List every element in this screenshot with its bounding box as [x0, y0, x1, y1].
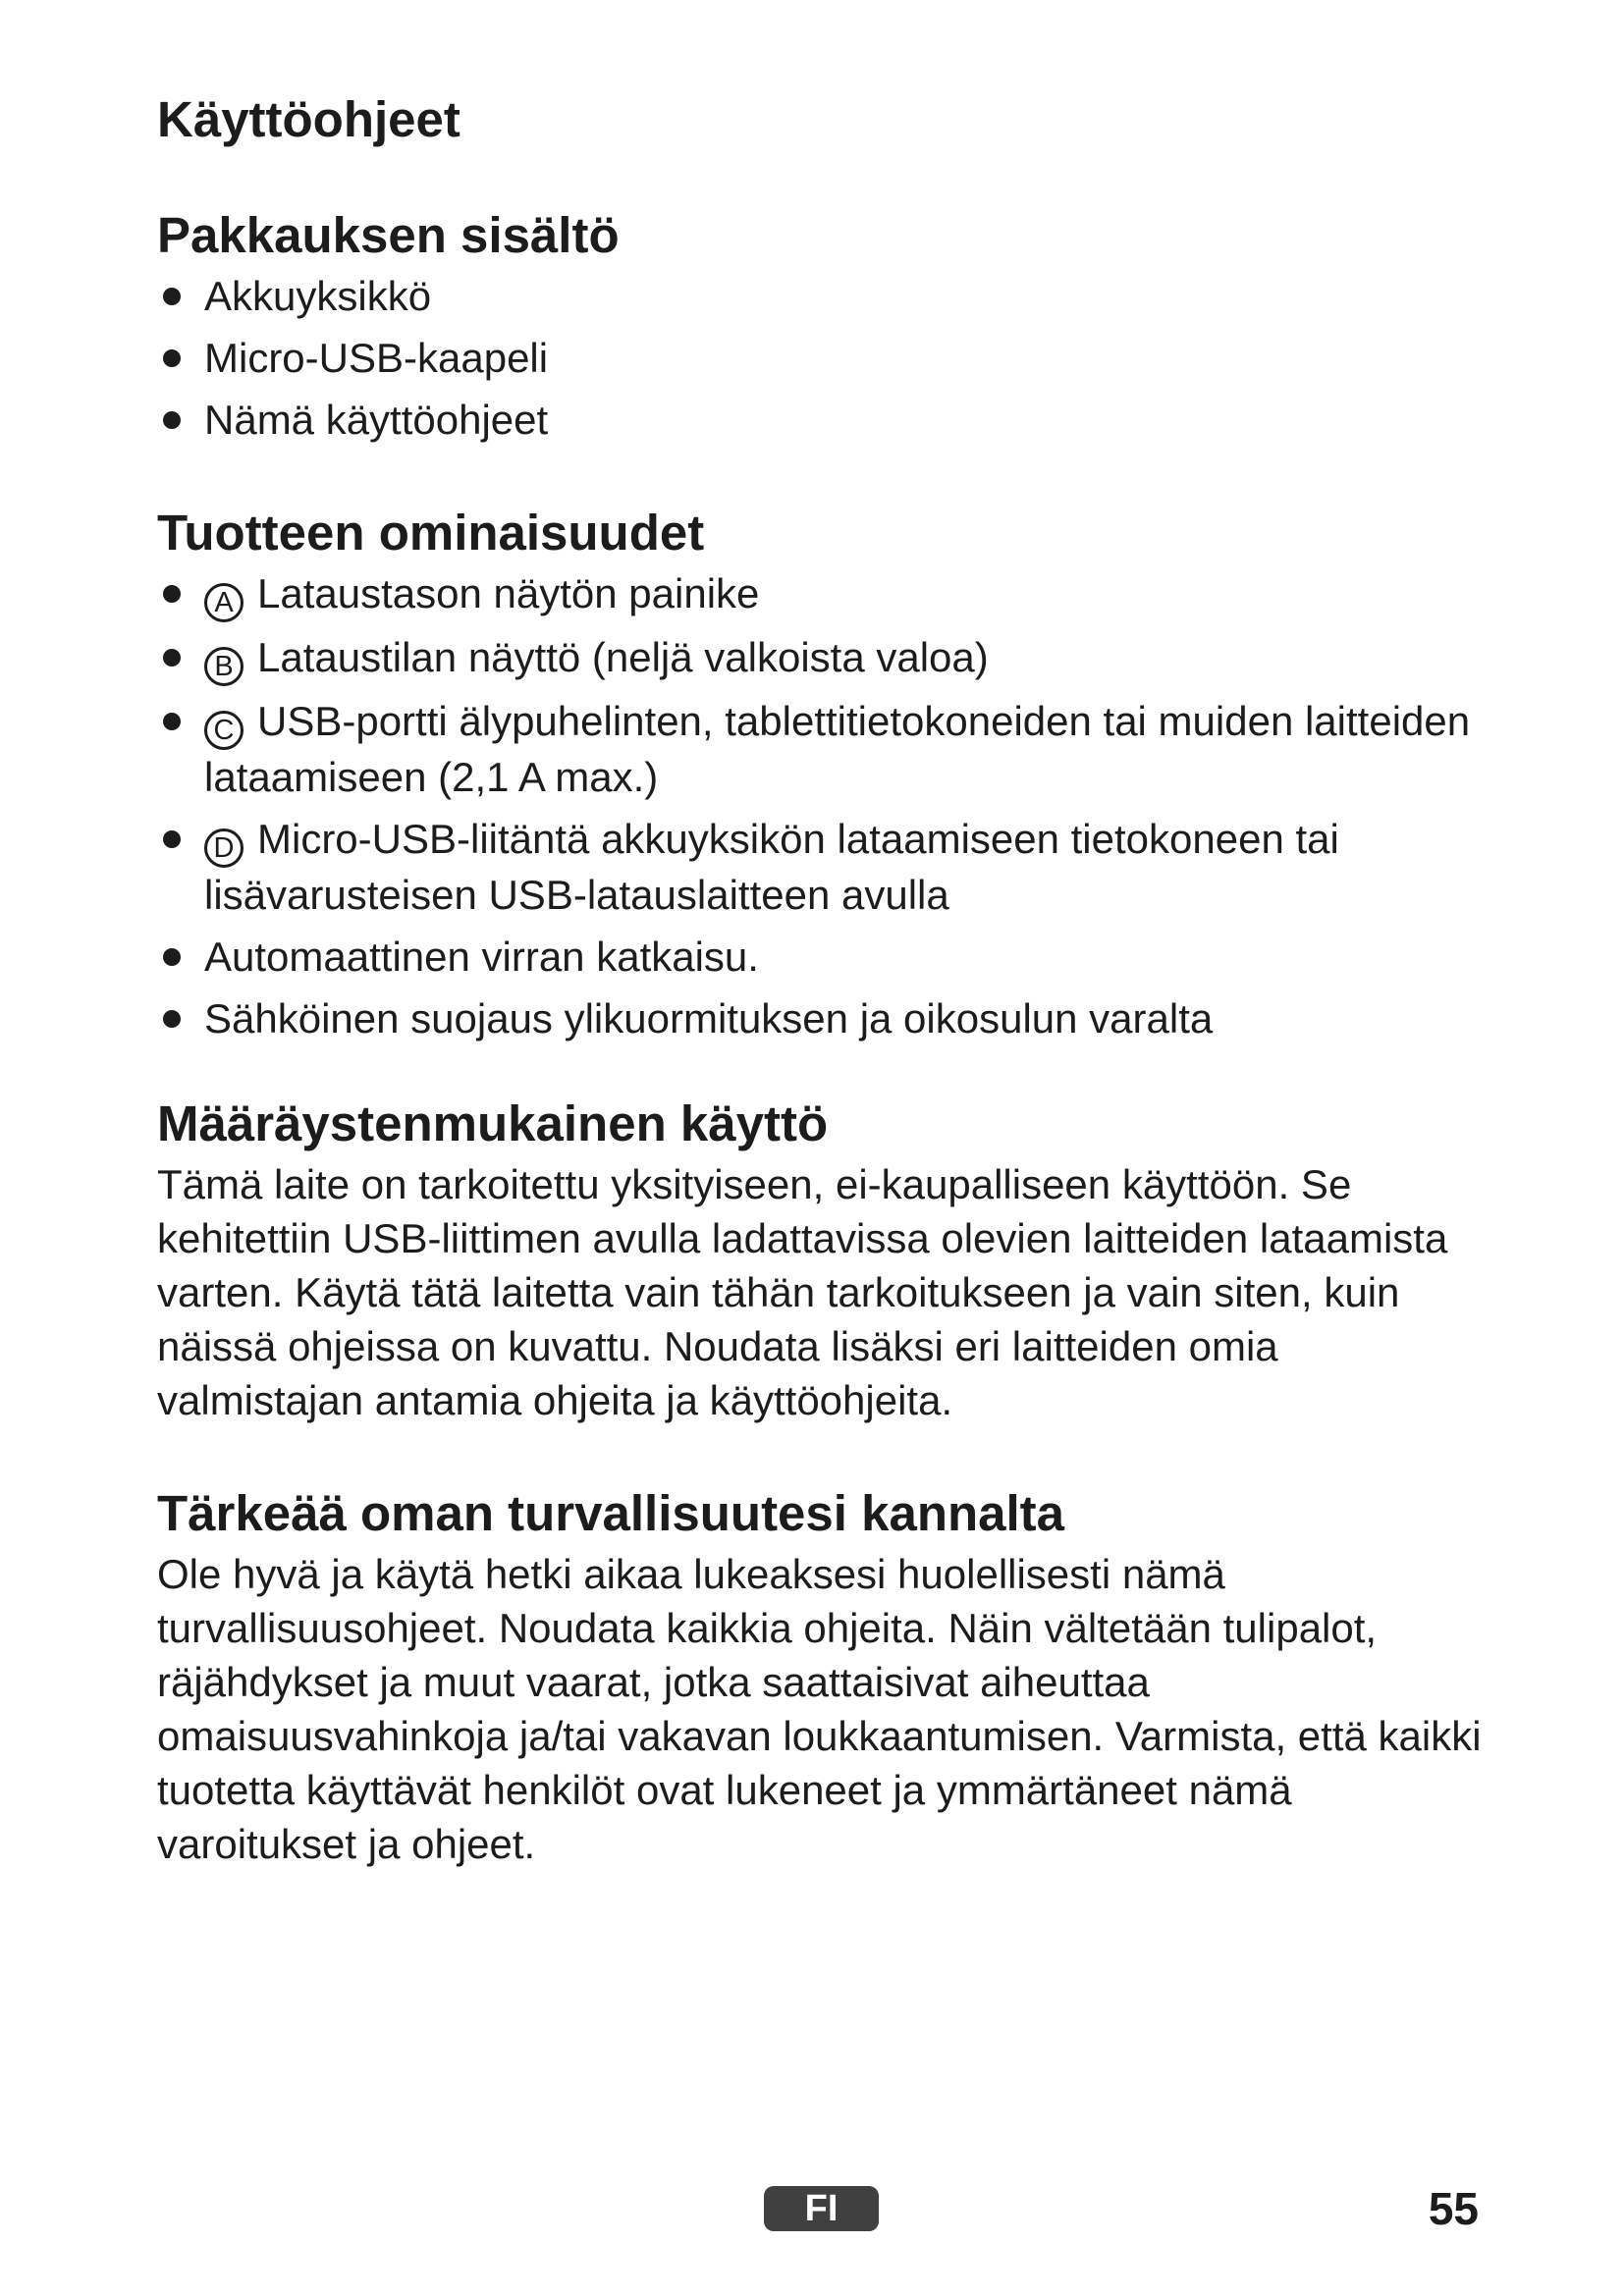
product-features-section: [157, 504, 1492, 1045]
page-content: [157, 90, 1492, 1928]
list-item: [157, 269, 1492, 323]
page-title: Käyttöohjeet: [157, 91, 460, 147]
list-item-text: Micro-USB-kaapeli: [204, 335, 549, 381]
list-item: [157, 694, 1492, 804]
bullet-icon: [163, 349, 181, 367]
list-item: [157, 812, 1492, 922]
list-item: [157, 991, 1492, 1045]
package-contents-list: [157, 269, 1492, 447]
bullet-icon: [163, 585, 181, 603]
intended-use-heading: Määräystenmukainen käyttö: [157, 1095, 829, 1151]
circled-letter-b-icon: B: [204, 647, 244, 686]
list-item: [157, 331, 1492, 385]
intended-use-section: [157, 1095, 1492, 1427]
bullet-icon: [163, 411, 181, 429]
list-item-text: USB-portti älypuhelinten, tablettitietokoneiden tai muiden laitteiden lataamiseen (2,1 A max.): [204, 698, 1471, 800]
language-badge: FI: [764, 2186, 879, 2231]
package-contents-section: [157, 206, 1492, 447]
circled-letter-a-icon: A: [204, 583, 244, 622]
package-contents-heading: Pakkauksen sisältö: [157, 207, 620, 263]
page-number: 55: [1428, 2183, 1479, 2234]
safety-paragraph: Ole hyvä ja käytä hetki aikaa lukeaksesi huolellisesti nämä turvallisuusohjeet. Noudata kaikkia ohjeita. Näin vältetään tulipalot, räjähdykset ja muut vaarat, jotka saattaisivat aiheuttaa omaisuusvahinkoja ja/tai vakavan loukkaantumisen. Varmista, että kaikki tuotetta käyttävät henkilöt ovat lukeneet ja ymmärtäneet nämä varoitukset ja ohjeet.: [157, 1551, 1482, 1867]
list-item-text: Lataustilan näyttö (neljä valkoista valoa): [257, 634, 989, 680]
product-features-heading: Tuotteen ominaisuudet: [157, 505, 705, 561]
bullet-icon: [163, 288, 181, 305]
list-item-text: Automaattinen virran katkaisu.: [204, 934, 759, 980]
list-item: [157, 930, 1492, 984]
list-item-text: Akkuyksikkö: [204, 273, 432, 319]
bullet-icon: [163, 948, 181, 966]
list-item-text: Nämä käyttöohjeet: [204, 397, 549, 443]
bullet-icon: [163, 649, 181, 667]
safety-section: [157, 1484, 1492, 1871]
bullet-icon: [163, 1010, 181, 1028]
safety-heading: Tärkeää oman turvallisuutesi kannalta: [157, 1485, 1065, 1541]
list-item-text: Sähköinen suojaus ylikuormituksen ja oikosulun varalta: [204, 995, 1214, 1041]
bullet-icon: [163, 713, 181, 730]
list-item: [157, 566, 1492, 622]
list-item: [157, 393, 1492, 447]
list-item-text: Micro-USB-liitäntä akkuyksikön lataamiseen tietokoneen tai lisävarusteisen USB-latauslaitteen avulla: [204, 816, 1339, 918]
bullet-icon: [163, 830, 181, 848]
list-item-text: Lataustason näytön painike: [257, 570, 760, 616]
intended-use-paragraph: Tämä laite on tarkoitettu yksityiseen, ei-kaupalliseen käyttöön. Se kehitettiin USB-liittimen avulla ladattavissa olevien laitteiden lataamista varten. Käytä tätä laitetta vain tähän tarkoitukseen ja vain siten, kuin näissä ohjeissa on kuvattu. Noudata lisäksi eri laitteiden omia valmistajan antamia ohjeita ja käyttöohjeita.: [157, 1161, 1448, 1423]
list-item: [157, 630, 1492, 686]
circled-letter-d-icon: D: [204, 828, 244, 868]
product-features-list: [157, 566, 1492, 1045]
circled-letter-c-icon: C: [204, 711, 244, 750]
